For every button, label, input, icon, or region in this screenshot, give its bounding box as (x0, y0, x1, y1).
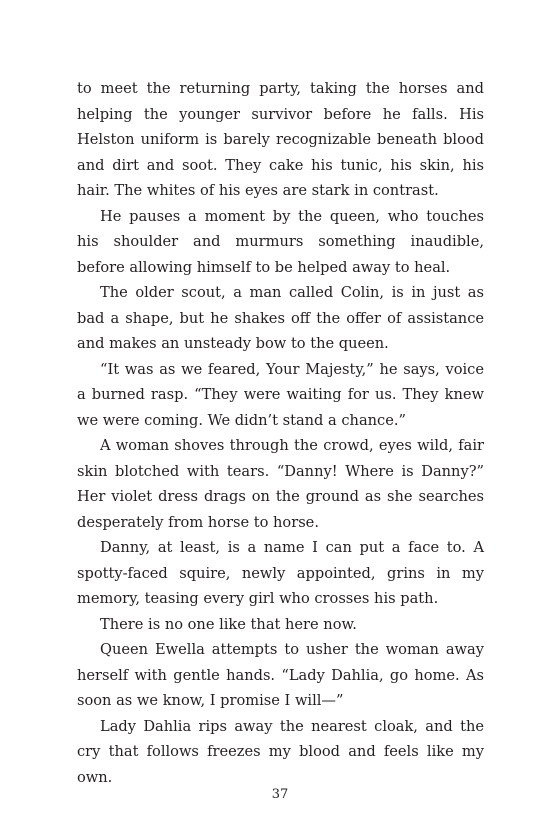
body-text (77, 76, 484, 790)
paragraph: A woman shoves through the crowd, eyes wild, fair skin blotched with tears. “Danny! Where is Danny?” Her violet dress drags on the ground as she searches desperately from horse to horse. (77, 437, 484, 531)
paragraph: Lady Dahlia rips away the nearest cloak, and the cry that follows freezes my blood and feels like my own. (77, 717, 484, 786)
paragraph: The older scout, a man called Colin, is in just as bad a shape, but he shakes off the offer of assistance and makes an unsteady bow to the queen. (77, 284, 484, 352)
paragraph: There is no one like that here now. (100, 615, 357, 633)
paragraph: Danny, at least, is a name I can put a face to. A spotty-faced squire, newly appointed, grins in my memory, teasing every girl who crosses his path. (77, 539, 484, 607)
page-number: 37 (271, 787, 289, 802)
paragraph: He pauses a moment by the queen, who touches his shoulder and murmurs something inaudible, before allowing himself to be helped away to heal. (77, 207, 484, 276)
paragraph-continued: to meet the returning party, taking the horses and helping the younger survivor before he falls. His Helston uniform is barely recognizable beneath blood and dirt and soot. They cake his tunic, his skin, his hair. The whites of his eyes are stark in contrast. (77, 80, 484, 199)
paragraph: “It was as we feared, Your Majesty,” he says, voice a burned rasp. “They were waiting for us. They knew we were coming. We didn’t stand a chance.” (77, 360, 484, 429)
paragraph: Queen Ewella attempts to usher the woman away herself with gentle hands. “Lady Dahlia, go home. As soon as we know, I promise I will—” (77, 641, 484, 709)
